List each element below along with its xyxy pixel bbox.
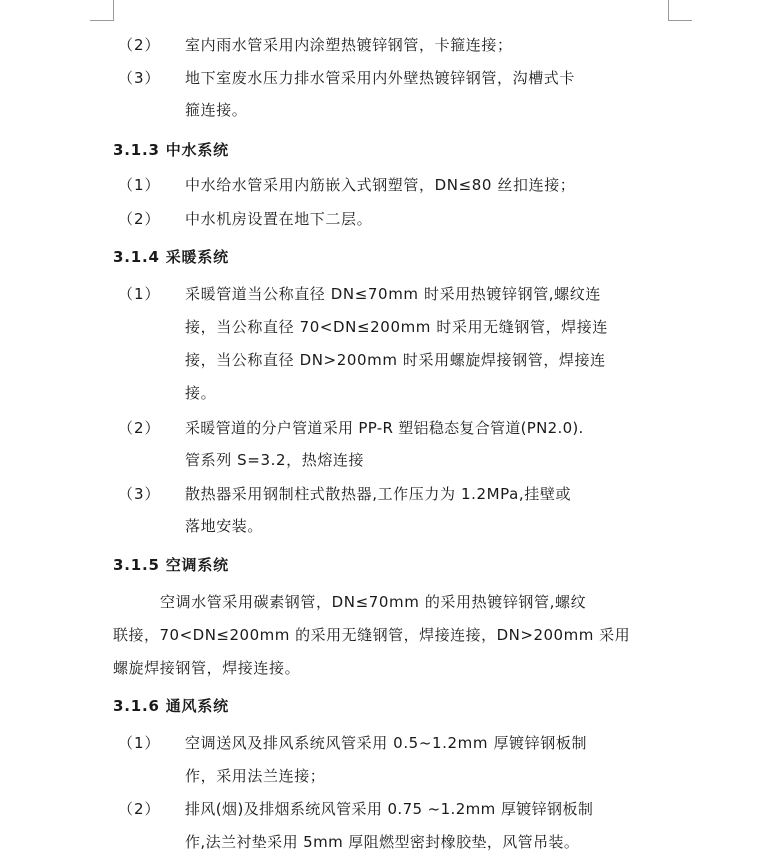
- list-number: （3）: [118, 69, 161, 87]
- list-item-text: 作,法兰衬垫采用 5mm 厚阻燃型密封橡胶垫，风管吊装。: [185, 833, 580, 851]
- list-item-text: 地下室废水压力排水管采用内外壁热镀锌钢管，沟槽式卡: [185, 69, 576, 87]
- section-heading-3-1-3: 3.1.3 中水系统: [113, 141, 229, 159]
- list-item-text: 箍连接。: [185, 101, 248, 119]
- list-number: （2）: [118, 210, 161, 228]
- list-item-text: 采暖管道当公称直径 DN≤70mm 时采用热镀锌钢管,螺纹连: [185, 285, 601, 303]
- list-item-text: 室内雨水管采用内涂塑热镀锌钢管，卡箍连接；: [185, 36, 513, 54]
- list-number: （3）: [118, 485, 161, 503]
- list-number: （2）: [118, 36, 161, 54]
- list-item-text: 散热器采用钢制柱式散热器,工作压力为 1.2MPa,挂壁或: [185, 485, 572, 503]
- list-number: （2）: [118, 419, 161, 437]
- section-heading-3-1-6: 3.1.6 通风系统: [113, 697, 229, 715]
- list-item-text: 落地安装。: [185, 517, 264, 535]
- crop-mark-top-left: [90, 20, 114, 21]
- list-item-text: 排风(烟)及排烟系统风管采用 0.75 ~1.2mm 厚镀锌钢板制: [185, 800, 594, 818]
- list-number: （1）: [118, 734, 161, 752]
- list-item-text: 管系列 S=3.2，热熔连接: [185, 451, 365, 469]
- section-heading-3-1-5: 3.1.5 空调系统: [113, 556, 229, 574]
- list-item-text: 作，采用法兰连接；: [185, 767, 326, 785]
- list-item-text: 中水给水管采用内筋嵌入式钢塑管，DN≤80 丝扣连接；: [185, 176, 576, 194]
- crop-mark-top-left-vertical: [113, 0, 114, 21]
- paragraph-line: 螺旋焊接钢管，焊接连接。: [113, 659, 301, 677]
- list-item-text: 空调送风及排风系统风管采用 0.5~1.2mm 厚镀锌钢板制: [185, 734, 588, 752]
- paragraph-line: 空调水管采用碳素钢管，DN≤70mm 的采用热镀锌钢管,螺纹: [160, 593, 587, 611]
- list-number: （1）: [118, 285, 161, 303]
- crop-mark-top-right-vertical: [668, 0, 669, 21]
- list-item-text: 接。: [185, 384, 217, 402]
- list-item-text: 接，当公称直径 70<DN≤200mm 时采用无缝钢管，焊接连: [185, 318, 608, 336]
- list-number: （1）: [118, 176, 161, 194]
- list-item-text: 中水机房设置在地下二层。: [185, 210, 373, 228]
- list-item-text: 接，当公称直径 DN>200mm 时采用螺旋焊接钢管，焊接连: [185, 351, 606, 369]
- paragraph-line: 联接，70<DN≤200mm 的采用无缝钢管，焊接连接，DN>200mm 采用: [113, 626, 631, 644]
- list-item-text: 采暖管道的分户管道采用 PP-R 塑铝稳态复合管道(PN2.0).: [185, 419, 584, 437]
- section-heading-3-1-4: 3.1.4 采暖系统: [113, 248, 229, 266]
- list-number: （2）: [118, 800, 161, 818]
- crop-mark-top-right: [668, 20, 692, 21]
